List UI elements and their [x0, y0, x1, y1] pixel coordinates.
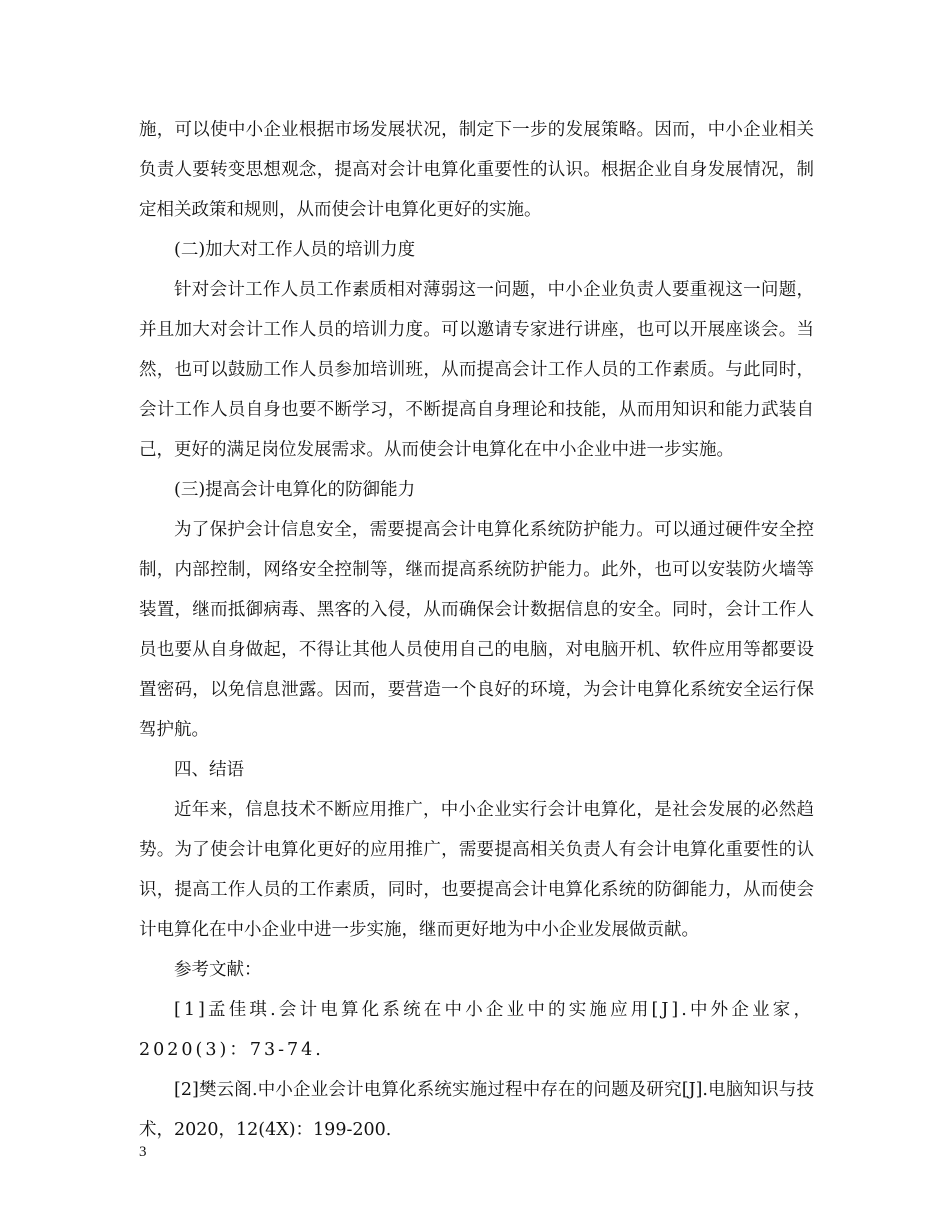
page-number: 3	[139, 1144, 147, 1160]
document-body	[139, 110, 814, 1150]
paragraph-conclusion: 近年来，信息技术不断应用推广，中小企业实行会计电算化，是社会发展的必然趋势。为了使会计电算化更好的应用推广，需要提高相关负责人有会计电算化重要性的认识，提高工作人员的工作素质，同时，也要提高会计电算化系统的防御能力，从而使会计电算化在中小企业中进一步实施，继而更好地为中小企业发展做贡献。	[139, 800, 814, 940]
paragraph-continuation: 施，可以使中小企业根据市场发展状况，制定下一步的发展策略。因而，中小企业相关负责人要转变思想观念，提高对会计电算化重要性的认识。根据企业自身发展情况，制定相关政策和规则，从而使会计电算化更好的实施。	[139, 120, 814, 220]
reference-item: [1]孟佳琪.会计电算化系统在中小企业中的实施应用[J].中外企业家，2020(3)：73-74.	[139, 1000, 814, 1060]
paragraph-training: 针对会计工作人员工作素质相对薄弱这一问题，中小企业负责人要重视这一问题，并且加大对会计工作人员的培训力度。可以邀请专家进行讲座，也可以开展座谈会。当然，也可以鼓励工作人员参加培训班，从而提高会计工作人员的工作素质。与此同时，会计工作人员自身也要不断学习，不断提高自身理论和技能，从而用知识和能力武装自己，更好的满足岗位发展需求。从而使会计电算化在中小企业中进一步实施。	[139, 280, 814, 460]
paragraph-defense: 为了保护会计信息安全，需要提高会计电算化系统防护能力。可以通过硬件安全控制，内部控制，网络安全控制等，继而提高系统防护能力。此外，也可以安装防火墙等装置，继而抵御病毒、黑客的入侵，从而确保会计数据信息的安全。同时，会计工作人员也要从自身做起，不得让其他人员使用自己的电脑，对电脑开机、软件应用等都要设置密码，以免信息泄露。因而，要营造一个良好的环境，为会计电算化系统安全运行保驾护航。	[139, 520, 814, 740]
section-heading-defense: (三)提高会计电算化的防御能力	[174, 480, 416, 500]
section-heading-conclusion: 四、结语	[174, 760, 244, 780]
references-heading: 参考文献：	[174, 960, 262, 980]
reference-item: [2]樊云阁.中小企业会计电算化系统实施过程中存在的问题及研究[J].电脑知识与技术，2020，12(4X)：199-200.	[139, 1080, 814, 1140]
section-heading-training: (二)加大对工作人员的培训力度	[174, 240, 416, 260]
